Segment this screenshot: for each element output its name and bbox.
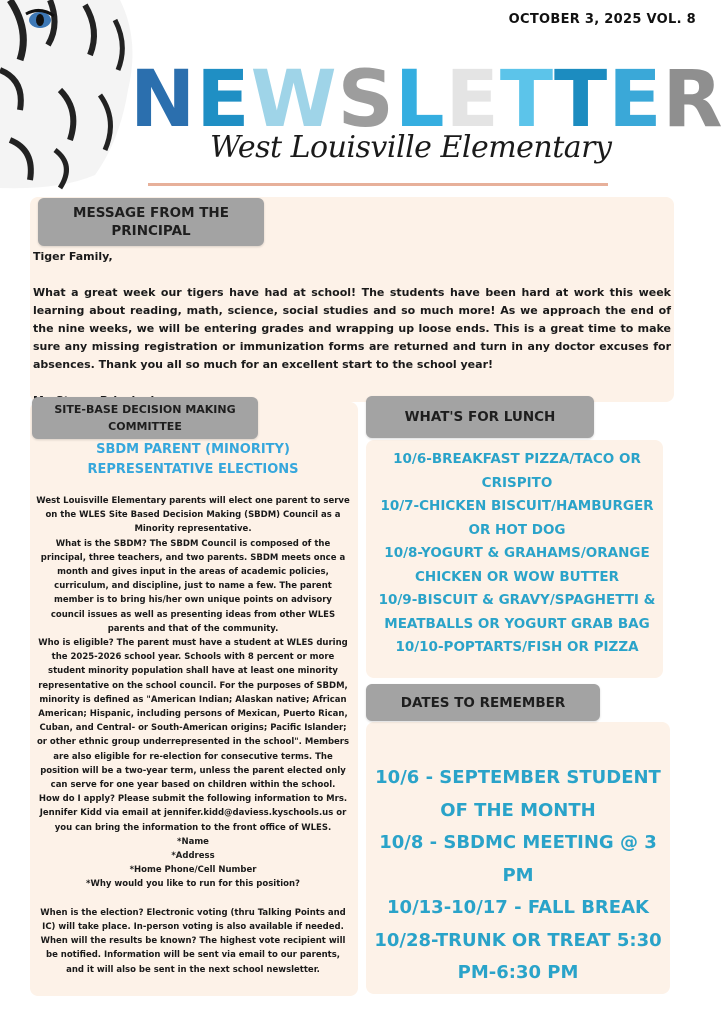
sbdm-paragraph: Who is eligible? The parent must have a student at WLES during the 2025-2026 school year. Schools with 8 percent or more student minority population shall have at least one minority representative on the school council. For the purposes of SBDM, minority is defined as "American Indian; Alaskan native; African American; Hispanic, including persons of Mexican, Puerto Rican, Cuban, and Central- or South-American origins; Pacific Islander; or other ethnic group underrepresented in the school". Members are also eligible for re-election for consecutive terms. The position will be a two-year term, unless the parent elected only can serve for one year based on children within the school. <box>36 638 350 791</box>
lunch-item: 10/6-BREAKFAST PIZZA/TACO OR CRISPITO <box>393 451 641 491</box>
sbdm-title: SBDM PARENT (MINORITY) REPRESENTATIVE ELECTIONS <box>87 442 299 477</box>
title-letter: W <box>250 55 338 145</box>
issue-date: OCTOBER 3, 2025 VOL. 8 <box>508 12 696 27</box>
sbdm-paragraph: *Home Phone/Cell Number <box>129 865 257 876</box>
title-letter: R <box>662 55 724 145</box>
principal-greeting: Tiger Family, <box>33 250 113 263</box>
date-item: 10/8 - SBDMC MEETING @ 3 PM <box>379 832 657 886</box>
sbdm-body <box>36 494 350 977</box>
sbdm-paragraph: How do I apply? Please submit the following information to Mrs. Jennifer Kidd via email at jennifer.kidd@daviess.kyschools.us or you can bring the information to the front office of WLES. <box>38 794 348 833</box>
title-letter: N <box>130 55 197 145</box>
date-item: 10/6 - SEPTEMBER STUDENT OF THE MONTH <box>375 767 661 821</box>
sbdm-tab-line1: SITE-BASE DECISION MAKING <box>54 403 236 416</box>
principal-heading: MESSAGE FROM THE PRINCIPAL <box>38 198 264 246</box>
sbdm-paragraph: West Louisville Elementary parents will elect one parent to serve on the WLES Site Based Decision Making (SBDM) Council as a Minority representative. <box>36 496 350 535</box>
sbdm-paragraph: When is the election? Electronic voting (thru Talking Points and IC) will take place. In-person voting is also available if needed. When will the results be known? The highest vote recipient will be notified. Information will be sent via email to our parents, and it will also be sent in the next school newsletter. <box>40 907 346 975</box>
sbdm-paragraph: *Name <box>177 836 209 847</box>
sbdm-paragraph <box>36 892 350 906</box>
date-item: 10/13-10/17 - FALL BREAK <box>387 897 649 918</box>
sbdm-paragraph: What is the SBDM? The SBDM Council is composed of the principal, three teachers, and two parents. SBDM meets once a month and gives input in the areas of academic policies, curriculum, and discipline, just to name a few. The parent member is to bring his/her own unique points on advisory council issues as well as presenting ideas from other WLES parents and that of the community. <box>40 538 346 634</box>
header-divider <box>148 183 608 186</box>
sbdm-paragraph: *Address <box>171 851 215 862</box>
school-name: West Louisville Elementary <box>210 130 612 165</box>
lunch-item: 10/10-POPTARTS/FISH OR PIZZA <box>395 639 639 655</box>
principal-message <box>33 248 671 410</box>
lunch-heading: WHAT'S FOR LUNCH <box>366 396 594 438</box>
sbdm-tab-line2: COMMITTEE <box>108 420 182 433</box>
sbdm-heading-tab <box>32 397 258 439</box>
title-letter: S <box>337 55 395 145</box>
title-letter: E <box>608 55 663 145</box>
sbdm-paragraph: *Why would you like to run for this position? <box>86 879 300 890</box>
title-letter: E <box>445 55 500 145</box>
tiger-mascot-illustration <box>0 0 150 190</box>
lunch-item: 10/8-YOGURT & GRAHAMS/ORANGE CHICKEN OR WOW BUTTER <box>384 545 650 585</box>
title-letter: E <box>196 55 251 145</box>
lunch-item: 10/9-BISCUIT & GRAVY/SPAGHETTI & MEATBALLS OR YOGURT GRAB BAG <box>378 592 656 632</box>
title-letter: T <box>499 55 555 145</box>
date-item: 10/28-TRUNK OR TREAT 5:30 PM-6:30 PM <box>374 929 662 983</box>
dates-heading: DATES TO REMEMBER <box>366 684 600 721</box>
lunch-menu-list <box>372 448 662 660</box>
principal-body: What a great week our tigers have had at school! The students have been hard at work this week learning about reading, math, science, social studies and so much more! As we approach the end of the nine weeks, we will be entering grades and wrapping up loose ends. This is a great time to make sure any missing registration or immunization forms are returned and turn in any doctor excuses for absences. Thank you all so much for an excellent start to the school year! <box>33 286 671 371</box>
title-letter: T <box>554 55 609 145</box>
lunch-item: 10/7-CHICKEN BISCUIT/HAMBURGER OR HOT DOG <box>380 498 654 538</box>
dates-list <box>366 762 670 990</box>
title-letter: L <box>394 55 446 145</box>
